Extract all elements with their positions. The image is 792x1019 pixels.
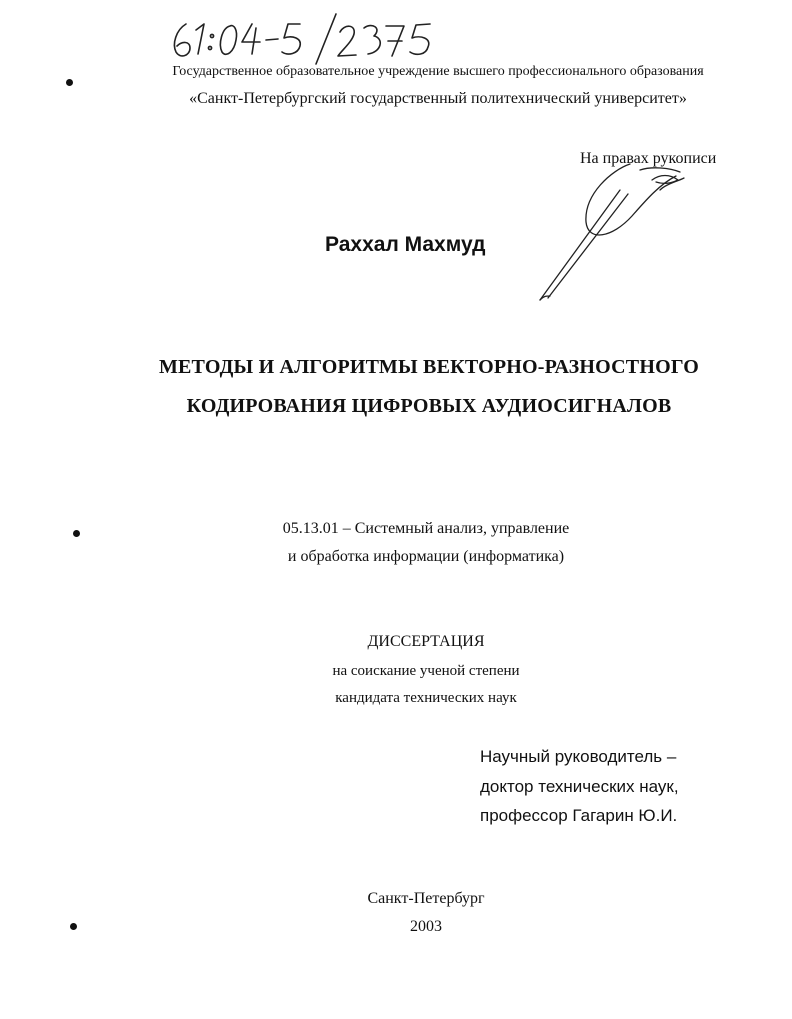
advisor-line-2: доктор технических наук, [480, 777, 679, 796]
institution-line: Государственное образовательное учреждение высшего профессионального образования [172, 64, 704, 79]
scan-punch-mark [66, 79, 73, 86]
handwritten-archive-code [160, 10, 460, 68]
document-type: ДИССЕРТАЦИЯ [367, 633, 485, 650]
manuscript-rights-note: На правах рукописи [580, 150, 717, 167]
handwritten-signature [520, 150, 720, 310]
author-name: Раххал Махмуд [325, 233, 486, 256]
specialty-line-1: 05.13.01 – Системный анализ, управление [282, 520, 570, 537]
year: 2003 [410, 918, 442, 935]
advisor-line-3: профессор Гагарин Ю.И. [480, 806, 678, 825]
advisor-line-1: Научный руководитель – [480, 747, 677, 766]
degree-line-2: кандидата технических наук [335, 690, 517, 706]
scan-punch-mark [73, 530, 80, 537]
thesis-title-line-2: КОДИРОВАНИЯ ЦИФРОВЫХ АУДИОСИГНАЛОВ [186, 395, 672, 417]
city: Санкт-Петербург [367, 890, 485, 907]
degree-line-1: на соискание ученой степени [332, 663, 520, 679]
thesis-title-line-1: МЕТОДЫ И АЛГОРИТМЫ ВЕКТОРНО-РАЗНОСТНОГО [158, 356, 700, 378]
specialty-line-2: и обработка информации (информатика) [287, 548, 565, 565]
scan-punch-mark [70, 923, 77, 930]
university-name: «Санкт-Петербургский государственный политехнический университет» [189, 90, 687, 107]
